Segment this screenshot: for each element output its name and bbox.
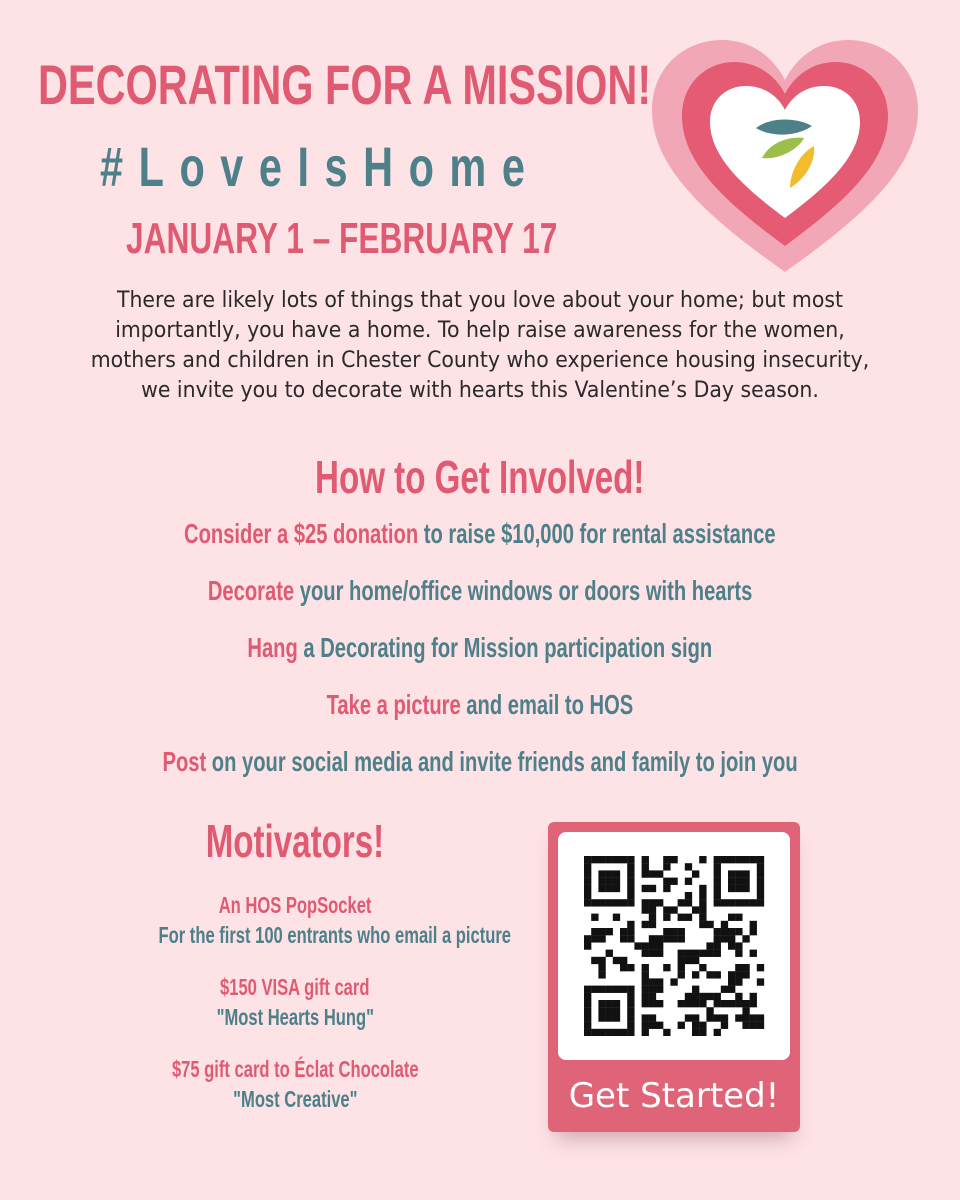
intro-line: we invite you to decorate with hearts this Valentine’s Day season. [141,378,819,403]
motivators-heading: Motivators! [205,815,385,867]
step-item: Post on your social media and invite friends and family to join you [162,746,798,777]
qr-code-icon[interactable] [582,856,766,1036]
intro-line: There are likely lots of things that you love about your home; but most [116,288,844,313]
intro-line: importantly, you have a home. To help raise awareness for the women, [115,318,845,343]
intro-line: mothers and children in Chester County who experience housing insecurity, [90,348,870,373]
motivators-list [90,890,511,1136]
motivator-prize: $150 VISA gift card [220,974,370,1000]
step-item: Take a picture and email to HOS [326,689,634,720]
intro-paragraph [20,286,940,406]
involvement-steps [0,514,960,799]
motivator-criteria: "Most Creative" [232,1086,358,1112]
motivator-criteria: "Most Hearts Hung" [216,1004,374,1030]
step-item: Decorate your home/office windows or doors with hearts [207,575,753,606]
motivator-item [90,972,500,1032]
event-dates: JANUARY 1 – FEBRUARY 17 [126,214,558,263]
qr-code-frame [558,832,790,1060]
qr-card[interactable] [548,822,800,1132]
motivator-item [90,1054,500,1114]
motivator-prize: An HOS PopSocket [218,892,372,918]
how-to-get-involved-heading: How to Get Involved! [315,451,645,503]
step-item: Hang a Decorating for Mission participation sign [247,632,713,663]
motivator-prize: $75 gift card to Éclat Chocolate [171,1056,419,1082]
get-started-label[interactable]: Get Started! [568,1076,780,1116]
page-title: DECORATING FOR A MISSION! [38,53,652,116]
heart-logo-icon [652,40,918,276]
step-item: Consider a $25 donation to raise $10,000 for rental assistance [184,518,776,549]
motivator-item [90,890,511,950]
hashtag: #LoveIsHome [100,135,541,198]
motivator-criteria: For the first 100 entrants who email a picture [158,922,511,948]
